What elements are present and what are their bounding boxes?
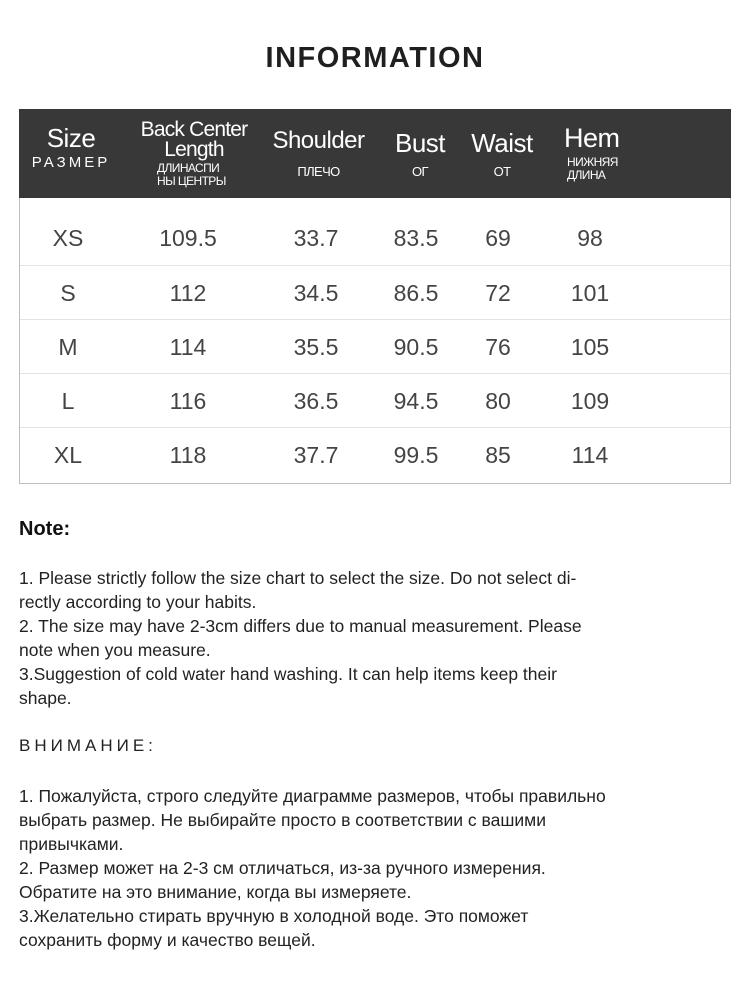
cell-size: XL [53,442,83,468]
cell-hem: 109 [570,388,610,414]
header-size [27,109,115,169]
cell-bust: 86.5 [393,280,439,306]
cell-waist: 72 [485,280,511,306]
header-bust-sub: ОГ [412,164,428,179]
note-text: 1. Please strictly follow the size chart to select the size. Do not select di- rectly according to your habits. 2. The size may have 2-3cm differs due to manual measurement. Please note when you measure. 3.Suggestion of cold water hand washing. It can help items keep their shape. [19,568,582,708]
header-shoulder [267,109,370,178]
cell-waist: 80 [485,388,511,414]
cell-bust: 83.5 [393,225,439,251]
cell-size: S [60,280,76,306]
header-bust-label: Bust [394,128,446,158]
cell-back-center-length: 118 [169,442,207,468]
cell-hem: 98 [577,225,603,251]
cell-bust: 90.5 [393,334,439,360]
cell-shoulder: 34.5 [293,280,339,306]
cell-size: XS [52,225,84,251]
cell-waist: 76 [485,334,511,360]
note-heading: Note: [19,518,71,540]
header-waist-label: Waist [471,128,533,158]
header-hem-label: Hem [564,123,620,153]
cell-size: L [61,388,75,414]
cell-hem: 101 [570,280,610,306]
cell-hem: 114 [571,442,609,468]
cell-hem: 105 [570,334,610,360]
header-waist-sub: ОТ [493,164,511,179]
header-hem-sub: НИЖНЯЯ ДЛИНА [567,155,618,182]
header-back-center-length [132,109,256,188]
page-title: INFORMATION [265,42,485,74]
table-header [19,109,731,198]
cell-size: M [58,334,78,360]
table-row [20,211,730,265]
cell-back-center-length: 116 [169,388,207,414]
table-row [20,319,730,374]
cell-waist: 69 [485,225,511,251]
table-row [20,265,730,320]
cell-bust: 94.5 [393,388,439,414]
cell-bust: 99.5 [393,442,439,468]
table-row [20,427,730,482]
russian-note-text: 1. Пожалуйста, строго следуйте диаграмме размеров, чтобы правильно выбрать размер. Не выбирайте просто в соответствии с вашими привычками. 2. Размер может на 2-3 см отличаться, из-за ручного измерения. Обратите на это внимание, когда вы измеряете. 3.Желательно стирать вручную в холодной воде. Это поможет сохранить форму и качество вещей. [19,786,606,950]
header-waist [466,109,538,178]
table-row [20,373,730,428]
header-size-label: Size [46,123,96,153]
cell-waist: 85 [485,442,511,468]
header-back-center-length-label: Back Center Length [140,118,248,161]
cell-shoulder: 37.7 [293,442,339,468]
header-back-center-length-sub: ДЛИНАСПИ НЫ ЦЕНТРЫ [157,161,226,188]
cell-back-center-length: 114 [169,334,207,360]
header-shoulder-label: Shoulder [272,127,365,154]
size-chart-table [19,109,731,484]
cell-shoulder: 35.5 [293,334,339,360]
header-shoulder-sub: ПЛЕЧО [297,164,340,179]
cell-shoulder: 33.7 [293,225,339,251]
russian-note-heading: ВНИМАНИЕ: [19,736,157,755]
cell-shoulder: 36.5 [293,388,339,414]
header-size-sub: РАЗМЕР [31,154,111,171]
header-bust [385,109,455,178]
header-hem [564,109,634,182]
cell-back-center-length: 109.5 [159,225,217,251]
cell-back-center-length: 112 [169,280,207,306]
